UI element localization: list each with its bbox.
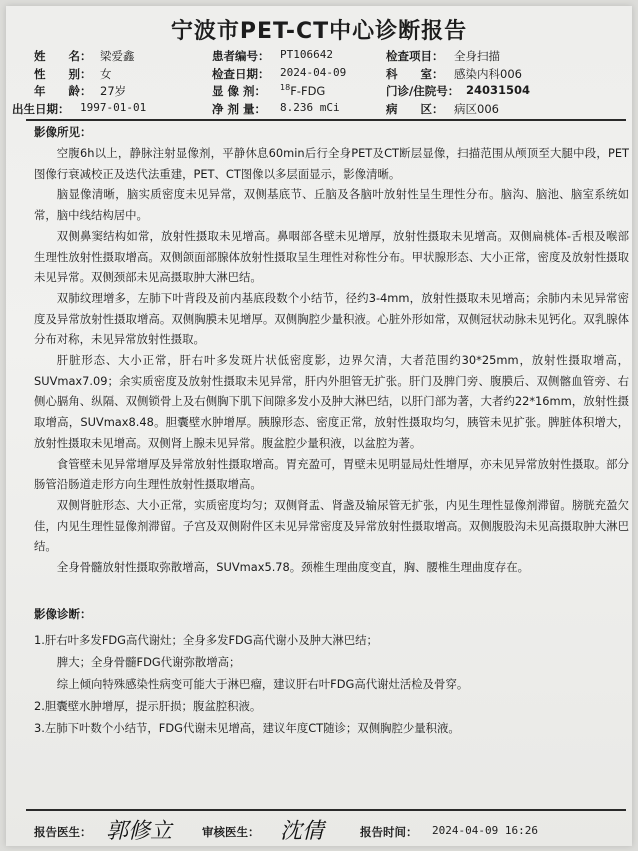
report-time-label: 报告时间： (360, 825, 418, 839)
ward: 病区006 (454, 101, 499, 116)
findings-paragraph: 脑显像清晰，脑实质密度未见异常，双侧基底节、丘脑及各脑叶放射性呈生理性分布。脑沟、脑池、脑室系统如常，脑中线结构居中。 (34, 187, 629, 223)
diagnosis-item: 1.肝右叶多发FDG高代谢灶；全身多发FDG高代谢小及肿大淋巴结； (34, 633, 378, 647)
findings-paragraph: 双侧鼻窦结构如常，放射性摄取未见增高。鼻咽部各壁未见增厚，放射性摄取未见增高。双侧扁桃体-舌根及喉部生理性放射性摄取增高。双侧颌面部腺体放射性摄取呈生理性对称性分布。甲状腺形态、大小正常，密度及放射性摄取未见异常。双侧颈部未见高摄取肿大淋巴结。 (34, 228, 629, 285)
imaging-agent: $^{18}$F-FDG (280, 83, 326, 98)
patient-age: 27岁 (100, 84, 127, 98)
diagnosis-item: 3.左肺下叶数个小结节，FDG代谢未见增高，建议年度CT随诊；双侧胸腔少量积液。 (34, 721, 460, 735)
diagnosis-title: 影像诊断： (34, 607, 92, 621)
findings-paragraph: 双侧肾脏形态、大小正常，实质密度均匀；双侧肾盂、肾盏及输尿管无扩张，内见生理性显像剂滞留。膀胱充盈欠佳，内见生理性显像剂滞留。子宫及双侧附件区未见异常密度及异常放射性摄取增高。双侧腹股沟未见高摄取肿大淋巴结。 (34, 497, 629, 554)
findings-paragraph: 食管壁未见异常增厚及异常放射性摄取增高。胃充盈可，胃壁未见明显局灶性增厚，亦未见异常放射性摄取。部分肠管沿肠道走形方向生理性放射性摄取增高。 (34, 456, 629, 492)
patient-id: PT106642 (280, 48, 333, 61)
agent-label: 显 像 剂： (212, 84, 267, 98)
patient-info-block (12, 48, 624, 118)
findings-body (34, 143, 629, 578)
patient-sex: 女 (100, 66, 112, 81)
name-label: 姓 名： (34, 49, 92, 63)
findings-paragraph: 空腹6h以上，静脉注射显像剂，平静休息60min后行全身PET及CT断层显像，扫描范围从颅顶至大腿中段，PET图像行衰减校正及迭代法重建，PET、CT图像以多层面显示，影像清晰。 (34, 146, 629, 181)
footer-divider (26, 809, 626, 811)
dose-label: 净 剂 量： (212, 101, 267, 116)
office: 感染内科006 (454, 66, 522, 81)
findings-paragraph: 双肺纹理增多，左肺下叶背段及前内基底段数个小结节，径约3-4mm，放射性摄取未见增高；余肺内未见异常密度及异常放射性摄取增高。双侧胸膜未见增厚。双侧胸腔少量积液。心脏外形如常，双侧冠状动脉未见钙化。双乳腺体分布对称，未见异常放射性摄取。 (34, 290, 629, 347)
ward-label: 病 区： (386, 101, 444, 116)
reporter-label: 报告医生： (34, 825, 92, 839)
visit-no-label: 门诊/住院号： (386, 84, 460, 98)
divider (26, 119, 626, 121)
diagnosis-body (34, 629, 629, 739)
sex-label: 性 别： (34, 66, 92, 81)
patient-id-label: 患者编号： (212, 49, 270, 63)
exam-item: 全身扫描 (454, 49, 500, 63)
findings-paragraph: 肝脏形态、大小正常，肝右叶多发斑片状低密度影，边界欠清，大者范围约30*25mm，放射性摄取增高，SUVmax7.09；余实质密度及放射性摄取未见异常，肝内外胆管无扩张。肝门及脾门旁、腹膜后、双侧髂血管旁、右侧心膈角、纵隔、双侧锁骨上及右侧胸下肌下间隙多发小及肿大淋巴结，以肝门部为著，大者约22*16mm，放射性摄取增高，SUVmax8.48。胆囊壁水肿增厚。胰腺形态、密度正常，放射性摄取均匀，胰管未见扩张。脾脏体积增大，放射性摄取未见增高。双侧肾上腺未见异常。腹盆腔少量积液，以盆腔为著。 (34, 353, 629, 450)
reporter-signature: 郭修立 (106, 819, 173, 844)
dob-label: 出生日期： (12, 101, 70, 116)
age-label: 年 龄： (34, 84, 92, 98)
office-label: 科 室： (386, 66, 444, 81)
findings-title: 影像所见： (34, 125, 92, 139)
patient-dob: 1997-01-01 (80, 100, 147, 114)
diagnosis-item: 脾大；全身骨髓FDG代谢弥散增高； (56, 655, 241, 669)
reviewer-label: 审核医生： (202, 825, 260, 839)
reviewer-signature: 沈倩 (280, 819, 325, 844)
diagnosis-item: 2.胆囊壁水肿增厚，提示肝损；腹盆腔积液。 (34, 699, 262, 713)
report-time: 2024-04-09 16:26 (432, 824, 538, 837)
exam-item-label: 检查项目： (386, 49, 444, 63)
exam-date: 2024-04-09 (280, 65, 347, 79)
exam-date-label: 检查日期： (212, 66, 270, 81)
report-footer (34, 819, 624, 844)
findings-paragraph: 全身骨髓放射性摄取弥散增高，SUVmax5.78。颈椎生理曲度变直，胸、腰椎生理曲度存在。 (56, 560, 530, 575)
report-title: 宁波市PET-CT中心诊断报告 (170, 19, 468, 44)
visit-no: 24031504 (466, 83, 531, 97)
patient-name: 梁爱鑫 (100, 49, 135, 63)
diagnosis-item: 综上倾向特殊感染性病变可能大于淋巴瘤，建议肝右叶FDG高代谢灶活检及骨穿。 (56, 677, 469, 691)
report-page (6, 6, 632, 846)
dose: 8.236 mCi (280, 100, 340, 114)
